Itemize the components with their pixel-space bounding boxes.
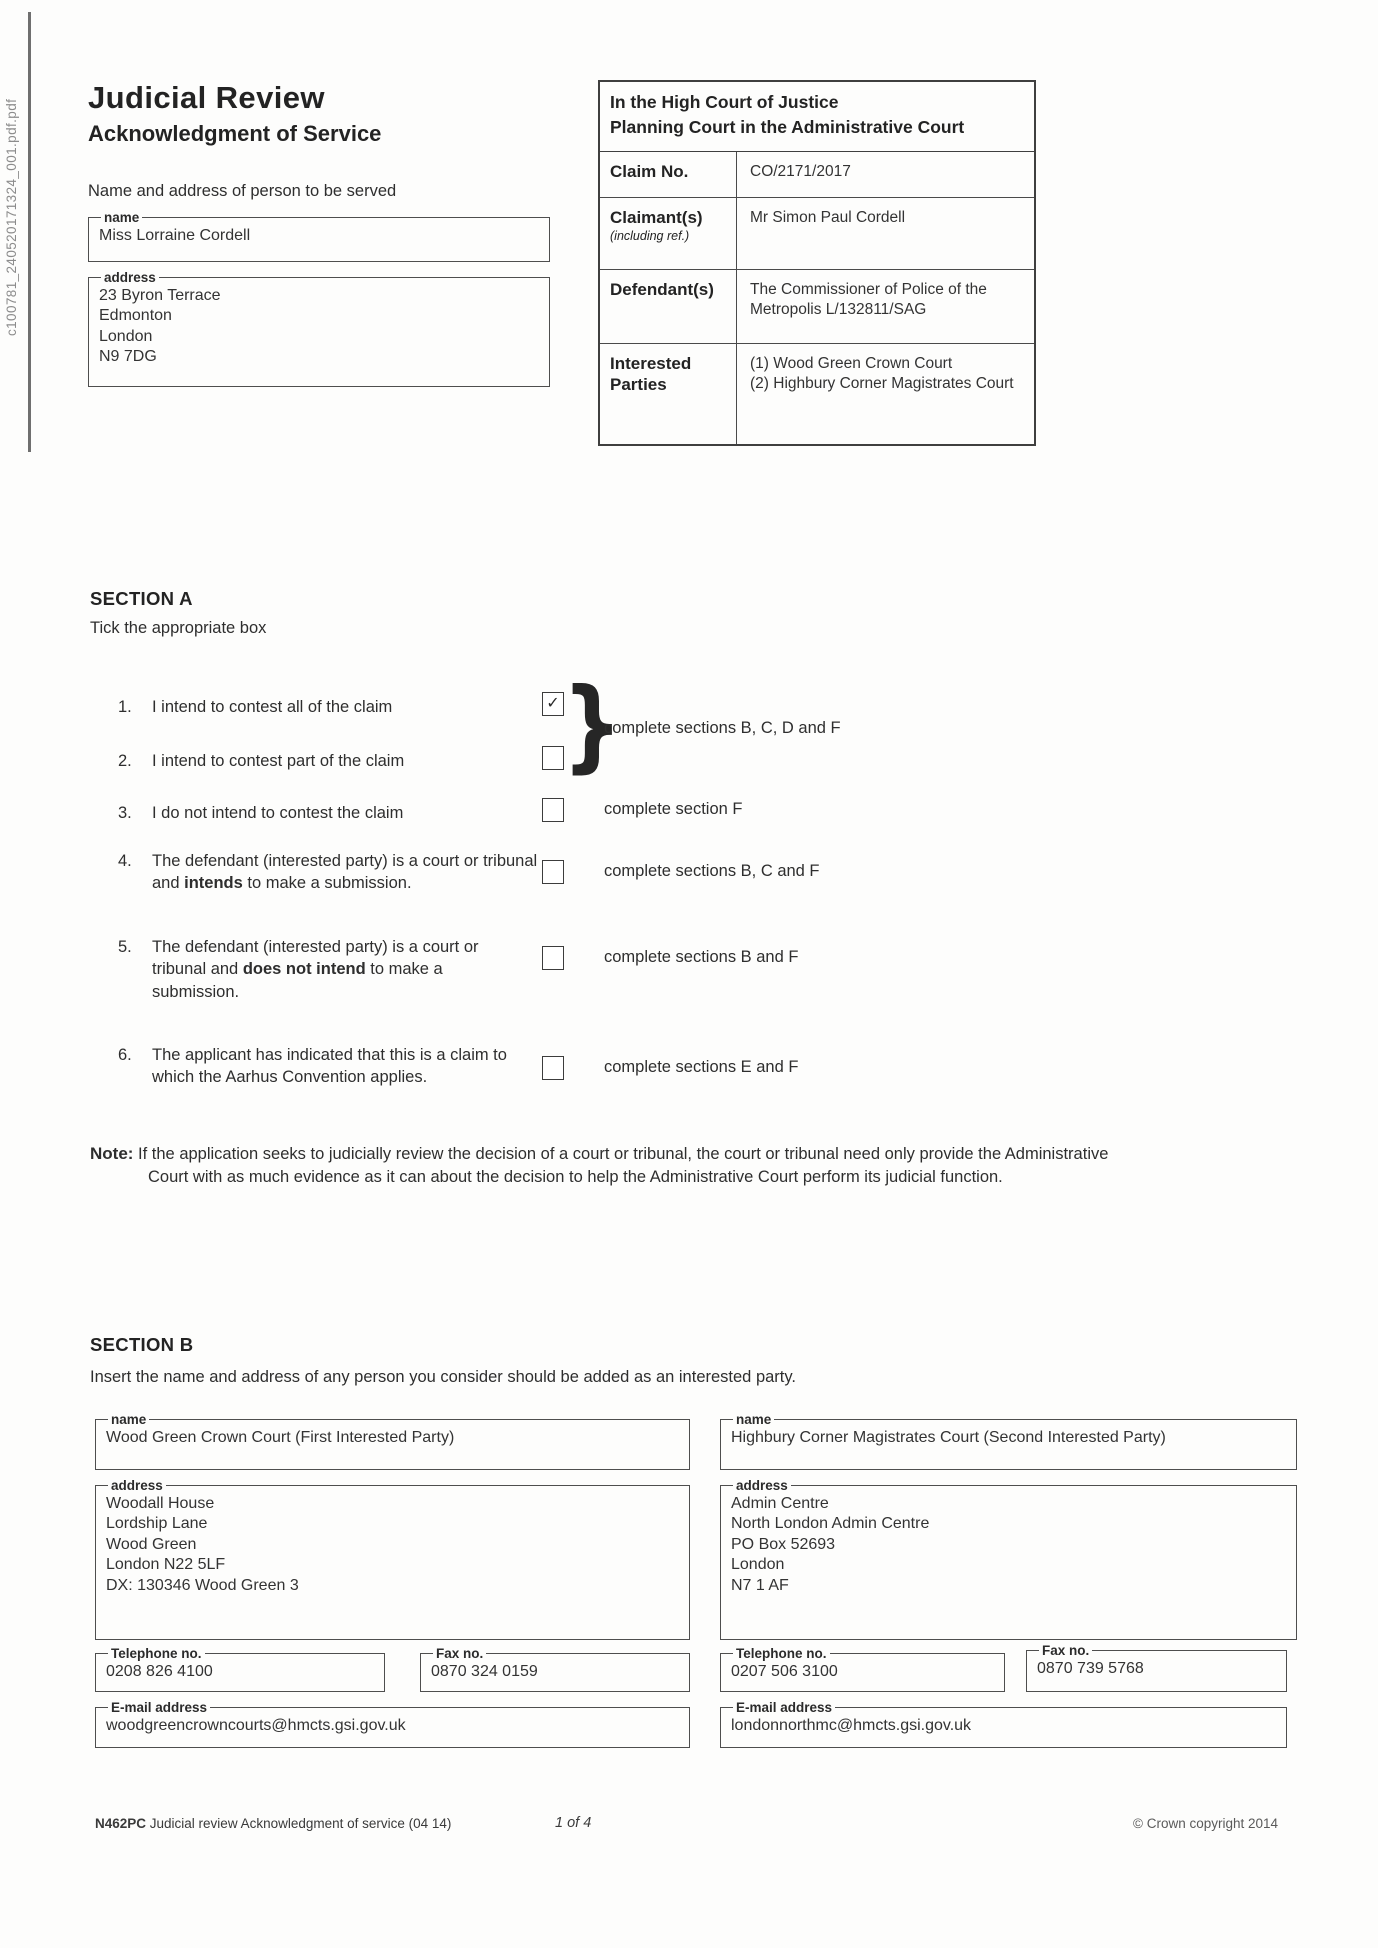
list-item-5: 5. The defendant (interested party) is a court or tribunal and does not intend to make a submission. [118,936,497,1003]
section-b-instruction: Insert the name and address of any person you consider should be added as an interested party. [90,1368,796,1386]
party2-email-box: E-mail address londonnorthmc@hmcts.gsi.gov.uk [720,1700,1287,1748]
interested-parties-label: Interested Parties [600,344,737,444]
note-text: If the application seeks to judicially review the decision of a court or tribunal, the court or tribunal need only provide the Administrative Court with as much evidence as it can about the decision to help the Administrative Court perform its judicial function. [138,1145,1109,1187]
brace-glyph: } [562,666,623,783]
section-b-heading: SECTION B [90,1334,194,1355]
form-subtitle: Acknowledgment of Service [88,121,382,146]
section-a-heading: SECTION A [90,588,193,609]
item-6-text: The applicant has indicated that this is a claim to which the Aarhus Convention applies. [152,1046,507,1087]
footer-form-id [95,1816,451,1831]
complete-note-6: complete sections E and F [604,1058,799,1076]
court-details-table [598,80,1036,446]
item-5-text: The defendant (interested party) is a court or tribunal and does not intend to make a submission. [152,938,479,1001]
served-name-value: Miss Lorraine Cordell [99,227,251,244]
served-name-box [88,210,550,262]
footer-form-code: N462PC [95,1816,147,1831]
complete-note-3: complete section F [604,800,743,818]
checkbox-contest-part[interactable] [542,746,564,770]
scan-margin-line [28,12,31,452]
party2-email-value: londonnorthmc@hmcts.gsi.gov.uk [731,1717,972,1734]
party2-address-box: address Admin Centre North London Admin Centre PO Box 52693 London N7 1 AF [720,1478,1297,1640]
party1-email-value: woodgreencrowncourts@hmcts.gsi.gov.uk [106,1717,406,1734]
checkbox-court-intends[interactable] [542,860,564,884]
party2-address-value: Admin Centre North London Admin Centre PO Box 52693 London N7 1 AF [731,1495,930,1594]
interested-parties-value: (1) Wood Green Crown Court (2) Highbury Corner Magistrates Court [750,355,1014,393]
party1-address-value: Woodall House Lordship Lane Wood Green London N22 5LF DX: 130346 Wood Green 3 [106,1495,299,1594]
served-address-value: 23 Byron Terrace Edmonton London N9 7DG [99,287,221,366]
defendant-value: The Commissioner of Police of the Metropolis L/132811/SAG [750,281,987,319]
form-title: Judicial Review [88,80,325,115]
party1-fax-box: Fax no. 0870 324 0159 [420,1646,690,1692]
section-a-instruction: Tick the appropriate box [90,619,267,637]
party1-email-box: E-mail address woodgreencrowncourts@hmcts.gsi.gov.uk [95,1700,690,1748]
served-name-field-label: name [104,210,140,225]
list-item-6: 6. The applicant has indicated that this is a claim to which the Aarhus Convention applies. [118,1044,552,1089]
complete-note-1-2: complete sections B, C, D and F [604,719,841,737]
checkbox-aarhus[interactable] [542,1056,564,1080]
note-paragraph [90,1142,1110,1190]
party1-telephone-box: Telephone no. 0208 826 4100 [95,1646,385,1692]
party1-name-box: name Wood Green Crown Court (First Interested Party) [95,1412,690,1470]
party2-fax-value: 0870 739 5768 [1037,1660,1144,1677]
checkbox-not-contest[interactable] [542,798,564,822]
served-person-label: Name and address of person to be served [88,182,397,200]
party2-name-box: name Highbury Corner Magistrates Court (Second Interested Party) [720,1412,1297,1470]
party1-telephone-value: 0208 826 4100 [106,1663,213,1680]
party1-name-value: Wood Green Crown Court (First Interested Party) [106,1429,455,1446]
list-item-3: 3. I do not intend to contest the claim [118,802,403,824]
defendant-label: Defendant(s) [600,270,737,343]
party1-address-box: address Woodall House Lordship Lane Wood Green London N22 5LF DX: 130346 Wood Green 3 [95,1478,690,1640]
item-4-text: The defendant (interested party) is a court or tribunal and intends to make a submission. [152,852,538,893]
court-header [600,82,1034,152]
court-header-line2: Planning Court in the Administrative Court [610,116,965,137]
item-3-text: I do not intend to contest the claim [152,804,404,822]
claimant-label: Claimant(s) (including ref.) [600,198,737,269]
table-row-interested-parties [600,344,1034,444]
footer-page-number: 1 of 4 [555,1815,592,1831]
served-address-field-label: address [104,270,156,285]
complete-note-4: complete sections B, C and F [604,862,820,880]
party2-telephone-box: Telephone no. 0207 506 3100 [720,1646,1005,1692]
footer-copyright: © Crown copyright 2014 [1133,1816,1279,1831]
party2-fax-box: Fax no. 0870 739 5768 [1026,1643,1287,1692]
list-item-4: 4. The defendant (interested party) is a court or tribunal and intends to make a submission. [118,850,542,895]
party2-name-value: Highbury Corner Magistrates Court (Second Interested Party) [731,1429,1166,1446]
pdf-filename-vertical: c100781_240520171324_001.pdf.pdf [4,98,19,336]
court-header-line1: In the High Court of Justice [610,92,839,112]
table-row-claimant [600,198,1034,270]
claimant-sublabel: (including ref.) [610,229,690,244]
complete-note-5: complete sections B and F [604,948,799,966]
note-label: Note: [90,1144,134,1163]
party2-telephone-value: 0207 506 3100 [731,1663,838,1680]
table-row-claim-no [600,152,1034,198]
item-1-text: I intend to contest all of the claim [152,698,393,716]
claim-no-label: Claim No. [600,152,737,197]
claimant-value: Mr Simon Paul Cordell [750,209,906,226]
table-row-defendant [600,270,1034,344]
served-address-box [88,270,550,387]
checkbox-court-not-intend[interactable] [542,946,564,970]
list-item-1: 1. I intend to contest all of the claim [118,696,392,718]
footer-form-title: Judicial review Acknowledgment of service (04 14) [146,1816,452,1831]
party1-fax-value: 0870 324 0159 [431,1663,538,1680]
item-2-text: I intend to contest part of the claim [152,752,405,770]
checkbox-contest-all[interactable]: ✓ [542,692,564,716]
claim-no-value: CO/2171/2017 [750,163,851,180]
list-item-2: 2. I intend to contest part of the claim [118,750,404,772]
